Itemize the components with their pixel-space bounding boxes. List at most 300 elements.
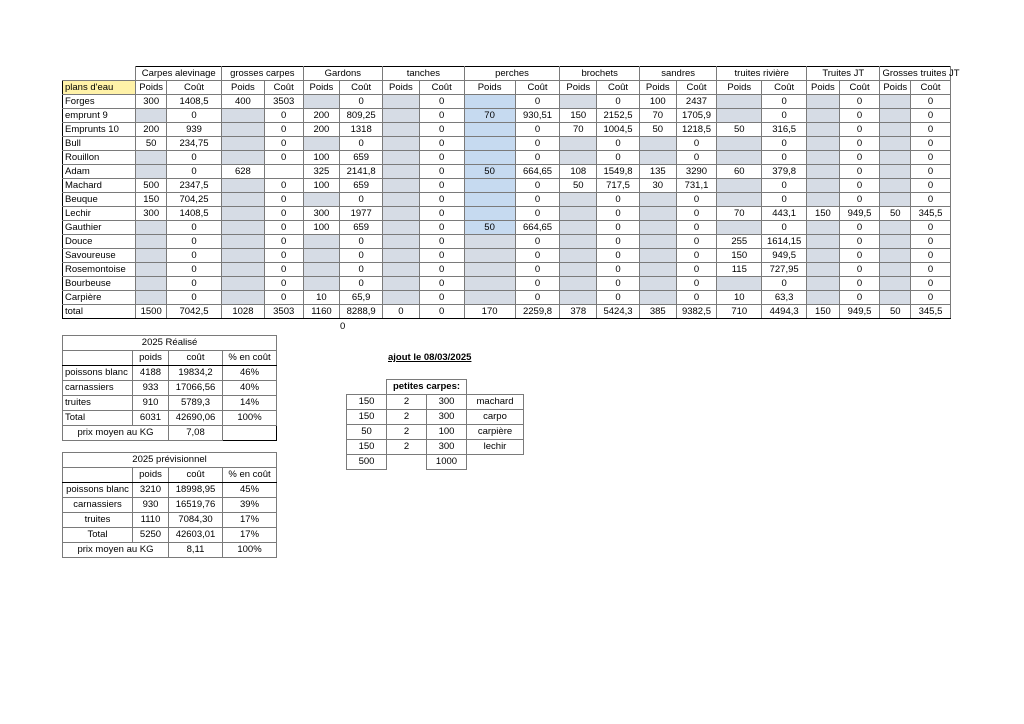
summary-row — [63, 498, 277, 513]
cout-cell: 0 — [597, 291, 640, 305]
ajout-date-title: ajout le 08/03/2025 — [388, 352, 472, 363]
pond-name: emprunt 9 — [63, 109, 136, 123]
cout-cell: 0 — [762, 151, 807, 165]
petites-cell-a: 150 — [347, 440, 387, 455]
poids-cell — [136, 151, 167, 165]
summary-poids: 1110 — [133, 513, 169, 528]
cout-header: Coût — [166, 81, 221, 95]
poids-cell — [303, 137, 340, 151]
total-poids-cell: 150 — [807, 305, 840, 319]
cout-cell: 0 — [166, 277, 221, 291]
cout-cell: 0 — [264, 137, 303, 151]
summary-row — [63, 381, 277, 396]
cout-cell: 1218,5 — [676, 123, 717, 137]
cout-cell: 0 — [515, 95, 560, 109]
cout-cell: 0 — [911, 221, 951, 235]
table-row — [63, 235, 951, 249]
poids-cell — [639, 137, 676, 151]
total-label: total — [63, 305, 136, 319]
cout-cell: 0 — [911, 123, 951, 137]
cout-cell: 0 — [419, 277, 464, 291]
cout-cell: 0 — [166, 249, 221, 263]
poids-cell — [383, 291, 420, 305]
petites-cell-d: carpière — [467, 425, 524, 440]
summary-title-row — [63, 336, 277, 351]
cout-cell: 0 — [264, 207, 303, 221]
poids-cell — [560, 221, 597, 235]
poids-cell — [136, 263, 167, 277]
cout-cell: 443,1 — [762, 207, 807, 221]
cout-header: Coût — [762, 81, 807, 95]
poids-cell — [880, 235, 911, 249]
poids-cell — [464, 249, 515, 263]
poids-cell — [222, 277, 265, 291]
poids-cell — [222, 235, 265, 249]
cout-cell: 0 — [676, 249, 717, 263]
cout-header: Coût — [676, 81, 717, 95]
poids-cell — [136, 109, 167, 123]
cout-cell: 659 — [340, 151, 383, 165]
cout-cell: 0 — [419, 291, 464, 305]
cout-cell: 0 — [419, 193, 464, 207]
total-poids-cell: 1028 — [222, 305, 265, 319]
cout-cell: 63,3 — [762, 291, 807, 305]
poids-cell — [880, 291, 911, 305]
table-row — [63, 193, 951, 207]
poids-cell — [222, 179, 265, 193]
poids-cell: 30 — [639, 179, 676, 193]
summary-poids: 5250 — [133, 528, 169, 543]
prix-moyen-row — [63, 426, 277, 441]
poids-cell — [807, 165, 840, 179]
cout-cell: 0 — [762, 277, 807, 291]
corner-cell — [63, 67, 136, 81]
poids-cell — [222, 291, 265, 305]
summary-label: truites — [63, 396, 133, 411]
poids-cell: 628 — [222, 165, 265, 179]
summary-pct: 100% — [223, 411, 277, 426]
pond-name: Emprunts 10 — [63, 123, 136, 137]
poids-cell: 108 — [560, 165, 597, 179]
cout-cell: 0 — [340, 137, 383, 151]
cout-cell: 0 — [419, 137, 464, 151]
cout-cell: 2347,5 — [166, 179, 221, 193]
cout-cell: 0 — [676, 235, 717, 249]
table-row — [63, 179, 951, 193]
table-row — [63, 277, 951, 291]
summary-header: poids — [133, 351, 169, 366]
pond-name: Carpière — [63, 291, 136, 305]
cout-cell: 664,65 — [515, 221, 560, 235]
cout-cell: 0 — [515, 207, 560, 221]
cout-cell: 0 — [264, 291, 303, 305]
poids-cell — [383, 263, 420, 277]
poids-cell: 10 — [303, 291, 340, 305]
cout-cell: 0 — [419, 123, 464, 137]
summary-row — [63, 528, 277, 543]
cout-cell: 0 — [911, 291, 951, 305]
poids-cell — [464, 263, 515, 277]
poids-cell: 50 — [464, 165, 515, 179]
poids-cell — [639, 207, 676, 221]
table-row — [63, 221, 951, 235]
cout-cell: 0 — [911, 263, 951, 277]
poids-cell: 60 — [717, 165, 762, 179]
species-header: Gardons — [303, 67, 383, 81]
prix-moyen-value: 8,11 — [169, 543, 223, 558]
species-header-row — [63, 67, 951, 81]
pond-name: Machard — [63, 179, 136, 193]
cout-cell: 0 — [166, 109, 221, 123]
cout-cell: 0 — [419, 109, 464, 123]
cout-header: Coût — [597, 81, 640, 95]
cout-cell: 0 — [515, 291, 560, 305]
cout-cell: 1614,15 — [762, 235, 807, 249]
summary-cout: 42690,06 — [169, 411, 223, 426]
petites-cell-b: 2 — [387, 395, 427, 410]
poids-cell — [639, 151, 676, 165]
summary-pct: 40% — [223, 381, 277, 396]
table-row — [63, 249, 951, 263]
prix-moyen-label: prix moyen au KG — [63, 543, 169, 558]
cout-cell: 0 — [340, 263, 383, 277]
poids-cell — [464, 95, 515, 109]
poids-cell: 400 — [222, 95, 265, 109]
poids-cell: 200 — [303, 123, 340, 137]
poids-cell — [880, 193, 911, 207]
poids-cell — [464, 207, 515, 221]
prix-empty-cell — [223, 426, 277, 441]
poids-cell — [560, 277, 597, 291]
petites-cell-a: 150 — [347, 395, 387, 410]
poids-cell: 100 — [303, 221, 340, 235]
pond-name: Forges — [63, 95, 136, 109]
cout-cell: 0 — [911, 193, 951, 207]
poids-cell: 100 — [303, 151, 340, 165]
cout-cell: 0 — [676, 151, 717, 165]
empty-cell — [467, 380, 524, 395]
summary-pct: 39% — [223, 498, 277, 513]
total-poids-cell: 385 — [639, 305, 676, 319]
summary-poids: 6031 — [133, 411, 169, 426]
poids-header: Poids — [880, 81, 911, 95]
petites-cell-b: 2 — [387, 410, 427, 425]
total-cout-cell: 345,5 — [911, 305, 951, 319]
species-header: Carpes alevinage — [136, 67, 222, 81]
summary-title: 2025 Réalisé — [63, 336, 277, 351]
total-poids-cell: 170 — [464, 305, 515, 319]
species-header: grosses carpes — [222, 67, 304, 81]
fish-stocking-table — [62, 66, 960, 319]
cout-cell: 1705,9 — [676, 109, 717, 123]
summary-row — [63, 411, 277, 426]
summary-row — [63, 483, 277, 498]
empty-header-cell — [63, 468, 133, 483]
pond-name: Rosemontoise — [63, 263, 136, 277]
poids-cell — [717, 151, 762, 165]
cout-cell: 0 — [676, 291, 717, 305]
poids-cell: 200 — [303, 109, 340, 123]
poids-cell — [560, 235, 597, 249]
cout-cell: 0 — [419, 207, 464, 221]
total-cout-cell: 4494,3 — [762, 305, 807, 319]
total-poids-cell: 50 — [880, 305, 911, 319]
cout-cell: 0 — [419, 249, 464, 263]
poids-cell — [880, 221, 911, 235]
petites-cell-a: 150 — [347, 410, 387, 425]
summary-cout: 18998,95 — [169, 483, 223, 498]
total-cout-cell: 3503 — [264, 305, 303, 319]
cout-cell: 0 — [676, 221, 717, 235]
summary-header: poids — [133, 468, 169, 483]
poids-cell: 70 — [639, 109, 676, 123]
poids-cell — [560, 263, 597, 277]
prix-moyen-label: prix moyen au KG — [63, 426, 169, 441]
petites-total-row — [347, 455, 524, 470]
cout-cell: 0 — [340, 249, 383, 263]
summary-label: Total — [63, 528, 133, 543]
cout-cell: 0 — [264, 221, 303, 235]
table-row — [63, 123, 951, 137]
poids-cell: 70 — [717, 207, 762, 221]
cout-cell: 1408,5 — [166, 95, 221, 109]
total-cout-cell: 7042,5 — [166, 305, 221, 319]
petites-cell-c: 300 — [427, 410, 467, 425]
summary-header: coût — [169, 351, 223, 366]
poids-cell — [303, 249, 340, 263]
poids-header: Poids — [560, 81, 597, 95]
poids-cell — [807, 221, 840, 235]
cout-cell: 2141,8 — [340, 165, 383, 179]
poids-cell — [807, 95, 840, 109]
cout-cell: 0 — [762, 109, 807, 123]
poids-cell — [383, 109, 420, 123]
cout-cell: 0 — [597, 249, 640, 263]
cout-cell: 0 — [676, 277, 717, 291]
poids-cell — [880, 109, 911, 123]
cout-cell: 0 — [839, 109, 880, 123]
poids-header: Poids — [717, 81, 762, 95]
cout-cell: 0 — [264, 277, 303, 291]
cout-cell: 0 — [264, 193, 303, 207]
summary-label: truites — [63, 513, 133, 528]
poids-cell — [807, 277, 840, 291]
summary-label: poissons blanc — [63, 483, 133, 498]
cout-cell: 0 — [166, 235, 221, 249]
summary-poids: 3210 — [133, 483, 169, 498]
cout-cell: 0 — [515, 123, 560, 137]
poids-cell — [303, 263, 340, 277]
poids-cell — [560, 291, 597, 305]
poids-cell — [717, 137, 762, 151]
empty-header-cell — [63, 351, 133, 366]
total-poids-cell: 0 — [383, 305, 420, 319]
cout-cell: 0 — [839, 235, 880, 249]
total-cout-cell: 2259,8 — [515, 305, 560, 319]
cout-cell: 345,5 — [911, 207, 951, 221]
cout-cell: 0 — [166, 291, 221, 305]
poids-cell: 300 — [136, 95, 167, 109]
poids-header: Poids — [464, 81, 515, 95]
cout-header: Coût — [515, 81, 560, 95]
poids-cell — [639, 235, 676, 249]
poids-cell — [639, 263, 676, 277]
cout-cell: 379,8 — [762, 165, 807, 179]
poids-cell — [880, 263, 911, 277]
cout-header: Coût — [419, 81, 464, 95]
poids-cell — [807, 179, 840, 193]
poids-cell: 100 — [303, 179, 340, 193]
poids-header: Poids — [303, 81, 340, 95]
poids-cell — [880, 151, 911, 165]
poids-cell — [464, 151, 515, 165]
pond-name: Gauthier — [63, 221, 136, 235]
cout-cell: 0 — [515, 249, 560, 263]
petites-cell-b: 2 — [387, 440, 427, 455]
poids-cell — [807, 235, 840, 249]
cout-cell: 0 — [264, 109, 303, 123]
poids-cell — [383, 123, 420, 137]
poids-header: Poids — [222, 81, 265, 95]
poids-cell — [807, 291, 840, 305]
summary-header: coût — [169, 468, 223, 483]
empty-cell — [347, 380, 387, 395]
petites-cell-a: 50 — [347, 425, 387, 440]
table-row — [63, 137, 951, 151]
poids-cell — [717, 179, 762, 193]
petites-row — [347, 440, 524, 455]
cout-cell: 0 — [762, 179, 807, 193]
cout-cell: 65,9 — [340, 291, 383, 305]
cout-cell: 1408,5 — [166, 207, 221, 221]
summary-pct: 45% — [223, 483, 277, 498]
cout-cell: 949,5 — [839, 207, 880, 221]
realise-summary-table — [62, 335, 277, 441]
pond-name: Rouillon — [63, 151, 136, 165]
poids-cell — [464, 137, 515, 151]
poids-cell — [222, 221, 265, 235]
poids-cell — [807, 109, 840, 123]
poids-cell — [136, 291, 167, 305]
species-header: truites rivière — [717, 67, 807, 81]
summary-cout: 19834,2 — [169, 366, 223, 381]
cout-cell: 0 — [911, 137, 951, 151]
cout-cell: 0 — [419, 165, 464, 179]
poids-cell — [717, 277, 762, 291]
cout-cell: 0 — [419, 263, 464, 277]
poids-cell — [303, 235, 340, 249]
cout-cell: 1977 — [340, 207, 383, 221]
summary-cout: 16519,76 — [169, 498, 223, 513]
poids-cell — [807, 263, 840, 277]
poids-cell — [383, 179, 420, 193]
poids-cell: 150 — [717, 249, 762, 263]
cout-cell: 0 — [911, 165, 951, 179]
cout-cell: 0 — [515, 263, 560, 277]
poids-cell: 50 — [464, 221, 515, 235]
pond-name: Savoureuse — [63, 249, 136, 263]
cout-cell: 0 — [762, 193, 807, 207]
table-row — [63, 263, 951, 277]
poids-cell: 255 — [717, 235, 762, 249]
cout-cell: 0 — [166, 151, 221, 165]
poids-cell — [136, 277, 167, 291]
poids-cell — [639, 221, 676, 235]
cout-cell: 3290 — [676, 165, 717, 179]
cout-cell: 1549,8 — [597, 165, 640, 179]
poids-cell: 70 — [560, 123, 597, 137]
cout-header: Coût — [264, 81, 303, 95]
petites-cell-d: machard — [467, 395, 524, 410]
cout-cell: 1004,5 — [597, 123, 640, 137]
total-row — [63, 305, 951, 319]
cout-cell: 0 — [911, 95, 951, 109]
cout-cell: 0 — [597, 263, 640, 277]
summary-poids: 930 — [133, 498, 169, 513]
cout-cell: 659 — [340, 179, 383, 193]
poids-cell — [222, 137, 265, 151]
table-row — [63, 207, 951, 221]
summary-cout: 42603,01 — [169, 528, 223, 543]
pond-name: Bull — [63, 137, 136, 151]
table-row — [63, 109, 951, 123]
cout-cell: 0 — [264, 151, 303, 165]
poids-header: Poids — [807, 81, 840, 95]
poids-cell: 10 — [717, 291, 762, 305]
poids-cell — [880, 179, 911, 193]
empty-cell — [387, 455, 427, 470]
poids-cell: 50 — [560, 179, 597, 193]
petites-cell-d: lechir — [467, 440, 524, 455]
cout-cell: 0 — [340, 235, 383, 249]
summary-poids: 933 — [133, 381, 169, 396]
cout-cell: 0 — [839, 137, 880, 151]
pond-name: Douce — [63, 235, 136, 249]
poids-cell — [136, 221, 167, 235]
poids-cell — [383, 207, 420, 221]
poids-cell — [880, 137, 911, 151]
cout-cell: 234,75 — [166, 137, 221, 151]
poids-header: Poids — [639, 81, 676, 95]
cout-cell: 664,65 — [515, 165, 560, 179]
species-header: perches — [464, 67, 560, 81]
pond-name: Adam — [63, 165, 136, 179]
cout-cell: 704,25 — [166, 193, 221, 207]
cout-cell: 0 — [839, 151, 880, 165]
poids-cell — [464, 123, 515, 137]
prix-moyen-pct: 100% — [223, 543, 277, 558]
poids-cell: 50 — [136, 137, 167, 151]
cout-cell — [264, 165, 303, 179]
poids-cell — [222, 263, 265, 277]
poids-cell — [303, 193, 340, 207]
poids-cell — [383, 249, 420, 263]
summary-label: carnassiers — [63, 381, 133, 396]
poids-cell — [560, 151, 597, 165]
summary-header-row — [63, 351, 277, 366]
summary-row — [63, 396, 277, 411]
poids-cell — [560, 193, 597, 207]
poids-cell — [383, 165, 420, 179]
cout-cell: 727,95 — [762, 263, 807, 277]
poids-cell — [464, 291, 515, 305]
poids-header: Poids — [136, 81, 167, 95]
summary-pct: 14% — [223, 396, 277, 411]
cout-cell: 2152,5 — [597, 109, 640, 123]
poids-cell: 50 — [639, 123, 676, 137]
prix-moyen-row — [63, 543, 277, 558]
cout-cell: 0 — [419, 235, 464, 249]
